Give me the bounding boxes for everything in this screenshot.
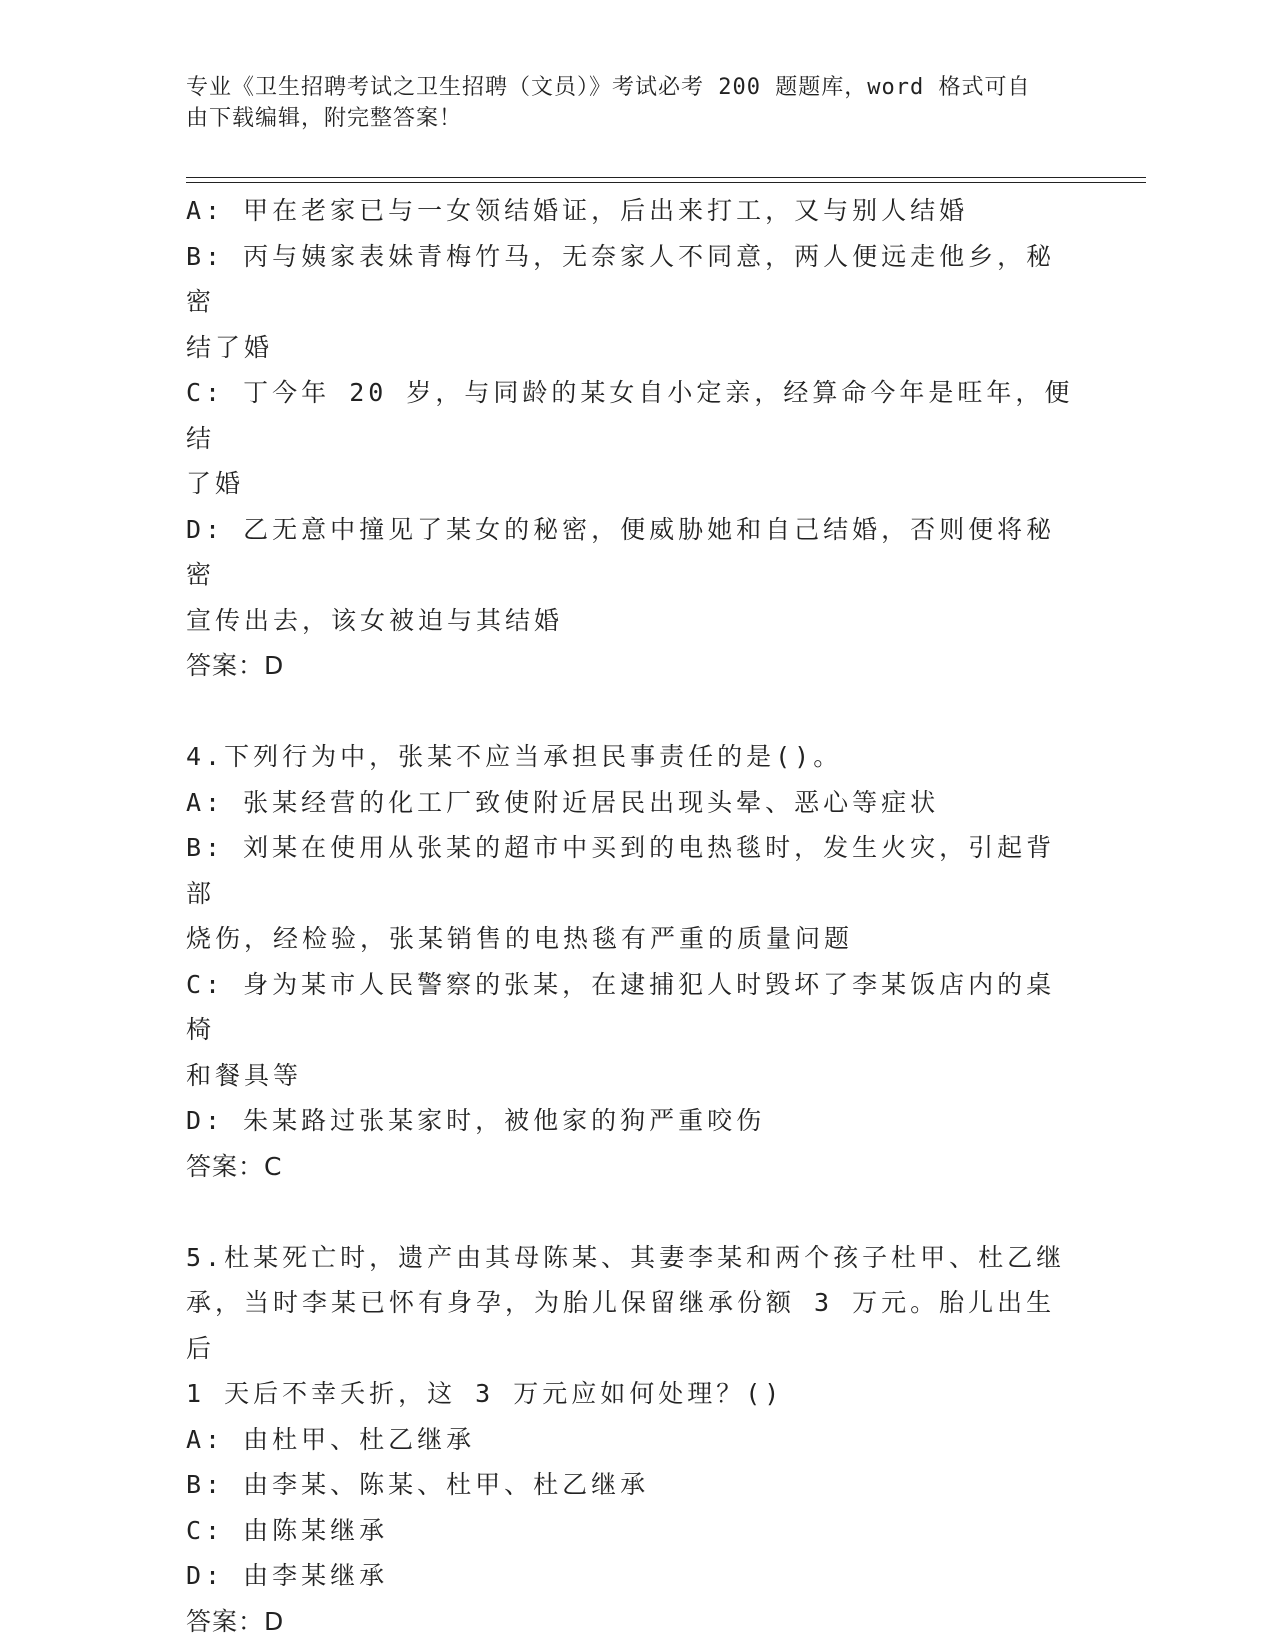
q5-option-c: C: 由陈某继承	[186, 1515, 389, 1545]
q4-option-a: A: 张某经营的化工厂致使附近居民出现头晕、恶心等症状	[186, 787, 940, 817]
q3-option-a: A: 甲在老家已与一女领结婚证，后出来打工，又与别人结婚	[186, 196, 969, 225]
question-4-block	[186, 734, 1076, 1189]
question-3-block	[186, 188, 1076, 689]
document-header	[186, 72, 1066, 134]
q3-option-c-line-2: 了婚	[186, 469, 245, 498]
q5-question-line-2: 承，当时李某已怀有身孕，为胎儿保留继承份额 3 万元。胎儿出生后	[186, 1288, 1056, 1363]
document-body	[186, 188, 1076, 1644]
q3-answer: 答案：D	[186, 651, 285, 680]
q5-option-a: A: 由杜甲、杜乙继承	[186, 1424, 476, 1454]
q3-option-d-line-1: D: 乙无意中撞见了某女的秘密，便威胁她和自己结婚，否则便将秘密	[186, 514, 1056, 589]
q5-option-b: B: 由李某、陈某、杜甲、杜乙继承	[186, 1470, 650, 1499]
header-line-1: 专业《卫生招聘考试之卫生招聘（文员）》考试必考 200 题题库，word 格式可自	[186, 75, 1031, 100]
q4-option-c-line-2: 和餐具等	[186, 1060, 303, 1090]
q4-question: 4.下列行为中，张某不应当承担民事责任的是()。	[186, 742, 843, 771]
q4-option-d: D: 朱某路过张某家时，被他家的狗严重咬伤	[186, 1106, 766, 1135]
header-rule-top	[186, 177, 1146, 178]
q3-option-d-line-2: 宣传出去，该女被迫与其结婚	[186, 605, 564, 635]
q3-option-c-line-1: C: 丁今年 20 岁，与同龄的某女自小定亲，经算命今年是旺年，便结	[186, 378, 1074, 453]
q5-option-d: D: 由李某继承	[186, 1561, 389, 1590]
q4-answer: 答案：C	[186, 1151, 283, 1181]
q5-answer: 答案：D	[186, 1606, 285, 1636]
q3-option-b-line-2: 结了婚	[186, 332, 274, 362]
q5-question-line-1: 5.杜某死亡时，遗产由其母陈某、其妻李某和两个孩子杜甲、杜乙继	[186, 1242, 1066, 1272]
question-5-block	[186, 1235, 1076, 1645]
q4-option-c-line-1: C: 身为某市人民警察的张某，在逮捕犯人时毁坏了李某饭店内的桌椅	[186, 969, 1056, 1044]
spacer	[186, 1189, 1076, 1235]
header-rule-bottom	[186, 182, 1146, 183]
spacer	[186, 689, 1076, 735]
q5-question-line-3: 1 天后不幸夭折，这 3 万元应如何处理？()	[186, 1379, 784, 1408]
header-line-2: 由下载编辑，附完整答案！	[186, 106, 463, 131]
q4-option-b-line-2: 烧伤，经检验，张某销售的电热毯有严重的质量问题	[186, 924, 854, 953]
q3-option-b-line-1: B: 丙与姨家表妹青梅竹马，无奈家人不同意，两人便远走他乡，秘密	[186, 241, 1056, 316]
q4-option-b-line-1: B: 刘某在使用从张某的超市中买到的电热毯时，发生火灾，引起背部	[186, 833, 1056, 908]
